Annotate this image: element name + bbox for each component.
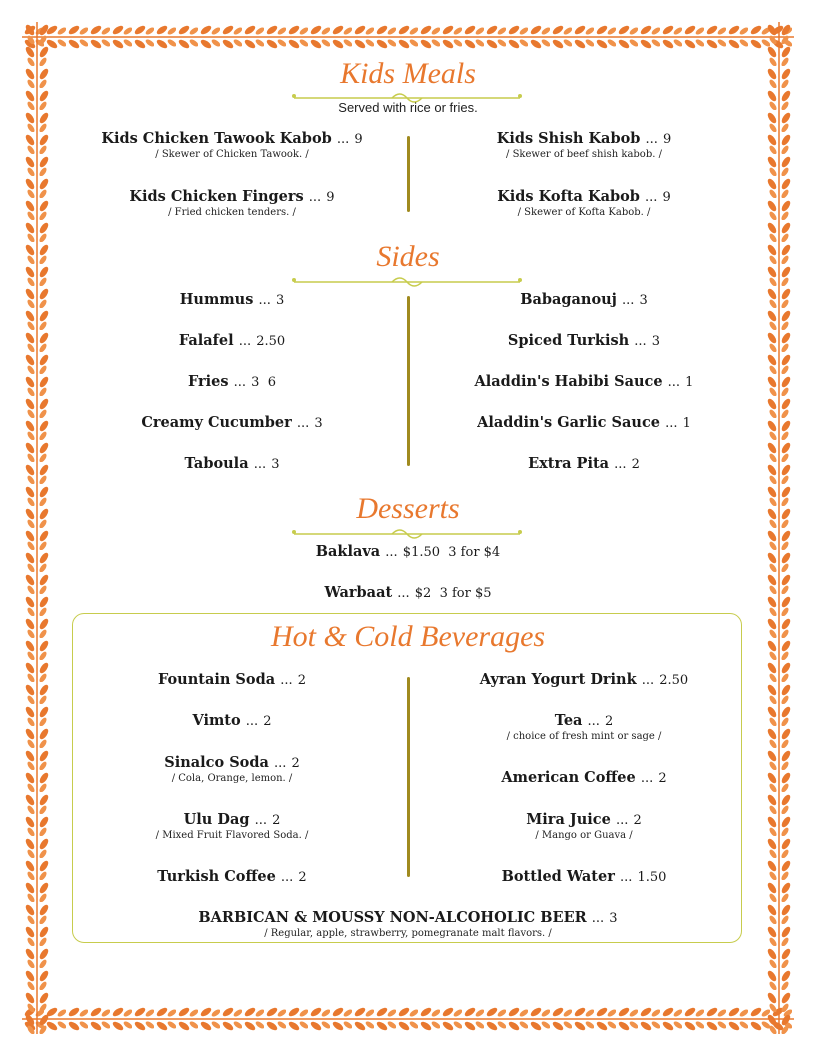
- item-price: 2: [658, 771, 667, 786]
- item-name: Falafel: [178, 332, 234, 349]
- menu-item: [108, 907, 708, 941]
- item-price: 3: [639, 293, 648, 308]
- item-price: 2: [633, 813, 642, 828]
- item-name: Kids Shish Kabob: [496, 130, 641, 147]
- menu-item: [108, 582, 708, 601]
- item-name: Mira Juice: [526, 811, 611, 828]
- item-description: / Regular, apple, strawberry, pomegranate malt flavors. /: [264, 928, 552, 939]
- menu-item: [82, 330, 382, 349]
- item-separator: ...: [280, 870, 294, 885]
- desserts-title: Desserts: [356, 492, 460, 525]
- laurel-border-bottom: [22, 1004, 794, 1034]
- menu-item: [82, 809, 382, 843]
- item-name: Baklava: [315, 543, 381, 560]
- item-description: / Mixed Fruit Flavored Soda. /: [155, 830, 309, 841]
- item-price: 1: [685, 375, 694, 390]
- item-name: Fountain Soda: [157, 671, 276, 688]
- item-description: / Mango or Guava /: [535, 830, 633, 841]
- item-name: Bottled Water: [501, 868, 615, 885]
- item-price: 2: [297, 673, 306, 688]
- item-name: Tea: [554, 712, 583, 729]
- item-separator: ...: [591, 911, 605, 926]
- menu-item: [434, 767, 734, 786]
- item-price: $1.50 3 for $4: [402, 545, 501, 560]
- menu-item: [82, 752, 382, 786]
- menu-item: [82, 710, 382, 729]
- item-price: 2: [272, 813, 281, 828]
- menu-item: [82, 412, 382, 431]
- item-price: 2: [298, 870, 307, 885]
- item-separator: ...: [614, 457, 627, 472]
- item-price: 2: [605, 714, 614, 729]
- item-separator: ...: [308, 190, 322, 205]
- item-separator: ...: [273, 756, 287, 771]
- item-separator: ...: [634, 334, 647, 349]
- item-separator: ...: [258, 293, 271, 308]
- menu-item: [434, 669, 734, 688]
- menu-item: [434, 186, 734, 220]
- item-name: Extra Pita: [528, 455, 610, 472]
- item-separator: ...: [645, 132, 658, 147]
- flourish-divider: [292, 275, 522, 289]
- menu-item: [434, 412, 734, 431]
- item-name: Fries: [188, 373, 229, 390]
- kids-meals-subtitle: Served with rice or fries.: [338, 100, 478, 115]
- item-name: Ulu Dag: [183, 811, 250, 828]
- beverages-title: Hot & Cold Beverages: [270, 620, 546, 653]
- item-name: Spiced Turkish: [507, 332, 630, 349]
- item-separator: ...: [645, 190, 658, 205]
- item-price: 3: [275, 293, 285, 308]
- item-name: Kids Chicken Fingers: [129, 188, 304, 205]
- item-separator: ...: [397, 586, 410, 601]
- sides-title: Sides: [376, 240, 440, 273]
- item-name: American Coffee: [501, 769, 636, 786]
- item-price: $2 3 for $5: [414, 586, 492, 601]
- menu-item: [434, 809, 734, 843]
- item-description: / Skewer of Kofta Kabob. /: [517, 207, 651, 218]
- item-price: 2: [291, 756, 300, 771]
- menu-item: [82, 453, 382, 472]
- item-name: Sinalco Soda: [164, 754, 269, 771]
- item-separator: ...: [254, 813, 267, 828]
- item-separator: ...: [640, 771, 654, 786]
- item-separator: ...: [622, 293, 635, 308]
- menu-item: [434, 710, 734, 744]
- menu-item: [108, 541, 708, 560]
- item-price: 2: [631, 457, 640, 472]
- item-description: / Cola, Orange, lemon. /: [171, 773, 293, 784]
- item-name: Warbaat: [324, 584, 393, 601]
- item-separator: ...: [385, 545, 398, 560]
- item-separator: ...: [245, 714, 259, 729]
- menu-item: [434, 866, 734, 885]
- item-description: / Fried chicken tenders. /: [168, 207, 296, 218]
- item-price: 3: [271, 457, 280, 472]
- item-price: 9: [326, 190, 335, 205]
- item-price: 2.50: [659, 673, 689, 688]
- column-divider: [407, 677, 410, 877]
- menu-item: [82, 289, 382, 308]
- item-price: 2.50: [256, 334, 286, 349]
- item-separator: ...: [667, 375, 681, 390]
- item-separator: ...: [280, 673, 293, 688]
- item-price: 1: [682, 416, 691, 431]
- item-description: / Skewer of Chicken Tawook. /: [155, 149, 309, 160]
- menu-item: [434, 453, 734, 472]
- item-price: 3: [314, 416, 323, 431]
- item-separator: ...: [238, 334, 252, 349]
- item-price: 3: [651, 334, 661, 349]
- column-divider: [407, 296, 410, 466]
- item-price: 9: [662, 190, 671, 205]
- item-separator: ...: [587, 714, 600, 729]
- laurel-border-right: [764, 22, 794, 1034]
- item-name: Babaganouj: [520, 291, 617, 308]
- item-separator: ...: [615, 813, 629, 828]
- menu-item: [434, 330, 734, 349]
- item-name: Aladdin's Habibi Sauce: [474, 373, 663, 390]
- menu-item: [82, 866, 382, 885]
- menu-item: [82, 128, 382, 162]
- item-price: 9: [354, 132, 363, 147]
- menu-item: [82, 186, 382, 220]
- laurel-border-left: [22, 22, 52, 1034]
- item-name: BARBICAN & MOUSSY NON-ALCOHOLIC BEER: [198, 909, 587, 926]
- menu-item: [82, 669, 382, 688]
- item-name: Vimto: [192, 712, 241, 729]
- menu-item: [434, 289, 734, 308]
- item-name: Creamy Cucumber: [141, 414, 292, 431]
- flourish-divider: [292, 527, 522, 541]
- kids-meals-title: Kids Meals: [340, 57, 476, 90]
- item-description: / Skewer of beef shish kabob. /: [506, 149, 662, 160]
- item-name: Taboula: [184, 455, 249, 472]
- item-separator: ...: [619, 870, 633, 885]
- item-name: Hummus: [179, 291, 254, 308]
- item-price: 9: [663, 132, 672, 147]
- item-name: Aladdin's Garlic Sauce: [477, 414, 661, 431]
- laurel-border-top: [22, 22, 794, 52]
- column-divider: [407, 136, 410, 212]
- item-separator: ...: [296, 416, 310, 431]
- item-price: 2: [263, 714, 272, 729]
- item-name: Kids Chicken Tawook Kabob: [101, 130, 332, 147]
- item-price: 3: [609, 911, 618, 926]
- item-description: / choice of fresh mint or sage /: [506, 731, 662, 742]
- item-price: 3 6: [251, 375, 276, 390]
- menu-item: [82, 371, 382, 390]
- item-separator: ...: [641, 673, 655, 688]
- item-name: Turkish Coffee: [157, 868, 276, 885]
- item-separator: ...: [253, 457, 267, 472]
- item-separator: ...: [233, 375, 247, 390]
- item-price: 1.50: [637, 870, 667, 885]
- menu-item: [434, 128, 734, 162]
- menu-item: [434, 371, 734, 390]
- item-separator: ...: [336, 132, 350, 147]
- item-name: Ayran Yogurt Drink: [479, 671, 637, 688]
- item-separator: ...: [665, 416, 678, 431]
- item-name: Kids Kofta Kabob: [497, 188, 640, 205]
